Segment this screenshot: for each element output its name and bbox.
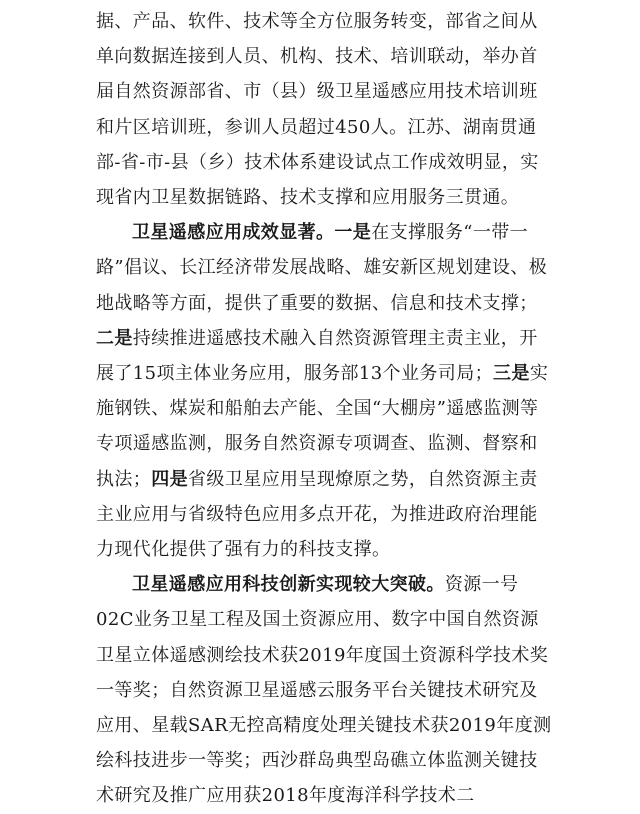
point-text: 持续推进遥感技术融入自然资源管理主责主业，开展了15项主体业务应用，服务部13个业务司局； [96, 327, 538, 385]
point-marker: 二是 [96, 327, 133, 349]
paragraph-body: 资源一号02C业务卫星工程及国土资源应用、数字中国自然资源卫星立体遥感测绘技术获2019年度国土资源科学技术奖一等奖；自然资源卫星遥感云服务平台关键技术研究及应用、星载SAR无控高精度处理关键技术获2019年度测绘科技进步一等奖；西沙群岛典型岛礁立体监测关键技术研究及推广应用获2018年度海洋科学技术二 [96, 574, 552, 807]
point-marker: 三是 [493, 363, 530, 385]
paragraph-tech-innovation [96, 567, 552, 813]
paragraph-continuation: 据、产品、软件、技术等全方位服务转变，部省之间从单向数据连接到人员、机构、技术、培训联动，举办首届自然资源部省、市（县）级卫星遥感应用技术培训班和片区培训班，参训人员超过450人。江苏、湖南贯通部-省-市-县（乡）技术体系建设试点工作成效明显，实现省内卫星数据链路、技术支撑和应用服务三贯通。 [96, 11, 539, 209]
point-marker: 四是 [151, 468, 189, 490]
point-text: 省级卫星应用呈现燎原之势，自然资源主责主业应用与省级特色应用多点开花，为推进政府治理能力现代化提供了强有力的科技支撑。 [96, 468, 538, 561]
paragraph-remote-sensing-achievements [96, 215, 552, 567]
point-text: 在支撑服务“一带一路”倡议、长江经济带发展战略、雄安新区规划建设、极地战略等方面，提供了重要的数据、信息和技术支撑； [96, 222, 548, 314]
point-text: 实施钢铁、煤炭和船舶去产能、全国“大棚房”遥感监测等专项遥感监测，服务自然资源专项调查、监测、督察和执法； [96, 363, 549, 490]
paragraph-heading: 卫星遥感应用成效显著。 [132, 222, 335, 244]
paragraph-heading: 卫星遥感应用科技创新实现较大突破。 [132, 574, 445, 596]
point-marker: 一是 [334, 222, 372, 244]
